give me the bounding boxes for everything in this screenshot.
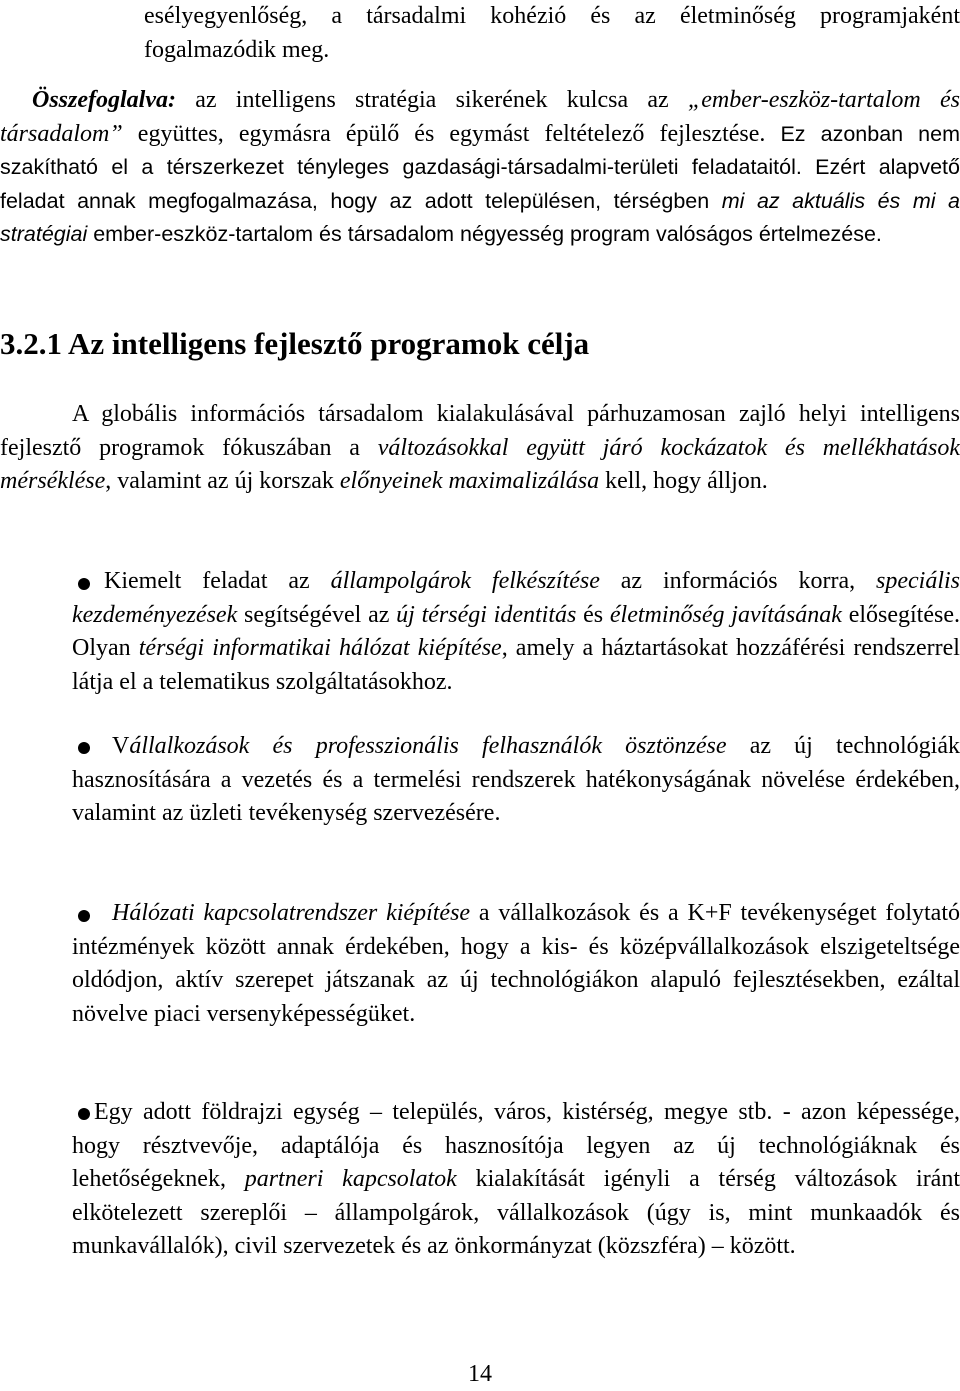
- summary-italic-phrase-2: mi az aktuális és mi a stratégiai: [0, 188, 960, 246]
- section-heading: 3.2.1 Az intelligens fejlesztő programok célja: [0, 326, 590, 361]
- bullet-1-text: és: [576, 601, 610, 628]
- paragraph-text-c: kell, hogy álljon.: [599, 468, 768, 494]
- summary-text-d: ember-eszköz-tartalom és társadalom négyesség program valóságos értelmezése.: [87, 222, 882, 246]
- bullet-1-italic: térségi informatikai hálózat kiépítése: [138, 635, 502, 661]
- bullet-2-italic: állalkozások és professzionális felhasználók ösztönzése: [129, 733, 727, 759]
- bullet-4-text: Egy adott földrajzi egység – település, város, kistérség, megye stb. - azon képessége, hogy résztvevője, adaptálója és hasznosítója legyen az új technológiáknak és lehetőségeknek,: [72, 1099, 960, 1192]
- bullet-2-text: az új technológiák hasznosítására a vezetés és a termelési rendszerek hatékonyságának növelése érdekében, valamint az üzleti tevékenység szervezésére.: [72, 733, 960, 826]
- bullet-1-text: Kiemelt feladat az: [104, 568, 331, 594]
- bullet-4-italic: partneri kapcsolatok: [244, 1166, 457, 1192]
- summary-italic-phrase: „ember-eszköz-tartalom és társadalom”: [0, 87, 960, 147]
- paragraph-text-a: A globális információs társadalom kialakulásával párhuzamosan zajló helyi intelligens fejlesztő programok fókuszában a: [0, 401, 960, 461]
- bullet-4-text: kialakítását igényli a térség változások iránt elkötelezett szereplői – állampolgárok, vállalkozások (úgy is, mint munkaadók és munkavállalók), civil szervezetek és az önkormányzat (közszféra) – között.: [72, 1166, 960, 1259]
- summary-text-b: együttes, egymásra épülő és egymást feltételező fejlesztése.: [122, 120, 766, 147]
- main-paragraph: [0, 398, 960, 499]
- paragraph-italic-1: változásokkal együtt járó kockázatok és mellékhatások mérséklése: [0, 434, 960, 494]
- summary-paragraph: [0, 84, 960, 252]
- bullet-1-italic: állampolgárok felkészítése: [330, 568, 600, 594]
- bullet-1-italic: speciális kezdeményezések: [72, 568, 960, 628]
- bullet-1-italic: életminőség javításának: [609, 601, 842, 628]
- bullet-1-text: elősegítése. Olyan: [72, 601, 960, 661]
- bullet-1-text: segítségével az: [237, 601, 397, 628]
- summary-label: Összefoglalva:: [32, 87, 176, 113]
- bullet-1-text: , amely a háztartásokat hozzáférési rendszerrel látja el a telematikus szolgáltatásokhoz.: [72, 635, 960, 695]
- page-number: 14: [468, 1361, 492, 1387]
- bullet-2-text: V: [112, 733, 130, 759]
- bullet-1-italic: új térségi identitás: [396, 601, 577, 628]
- intro-continuation: [144, 0, 960, 67]
- summary-sans-text: Ez azonban nem szakítható el a térszerkezet tényleges gazdasági-társadalmi-területi feladataitól.: [0, 121, 960, 179]
- summary-text-a: az intelligens stratégia sikerének kulcsa az: [175, 87, 688, 113]
- paragraph-text-b: , valamint az új korszak: [105, 468, 340, 494]
- summary-text-c: Ezért alapvető feladat annak megfogalmazása, hogy az adott településen, térségben: [0, 155, 960, 213]
- paragraph-italic-2: előnyeinek maximalizálása: [339, 468, 600, 494]
- intro-line: esélyegyenlőség, a társadalmi kohézió és az életminőség programjaként fogalmazódik meg.: [144, 3, 960, 63]
- bullet-3-text: a vállalkozások és a K+F tevékenységet folytató intézmények között annak érdekében, hogy a kis- és középvállalkozások elszigeteltsége oldódjon, aktív szerepet játszanak az új technológiákon alapuló fejlesztésekben, ezáltal növelve piaci versenyképességüket.: [72, 900, 960, 1027]
- bullet-3-italic: Hálózati kapcsolatrendszer kiépítése: [112, 900, 471, 926]
- bullet-item-4: [72, 1096, 960, 1264]
- bullet-item-1: [72, 565, 960, 699]
- bullet-item-2: [72, 730, 960, 831]
- bullet-item-3: [72, 897, 960, 1031]
- bullet-1-text: az információs korra,: [599, 568, 876, 594]
